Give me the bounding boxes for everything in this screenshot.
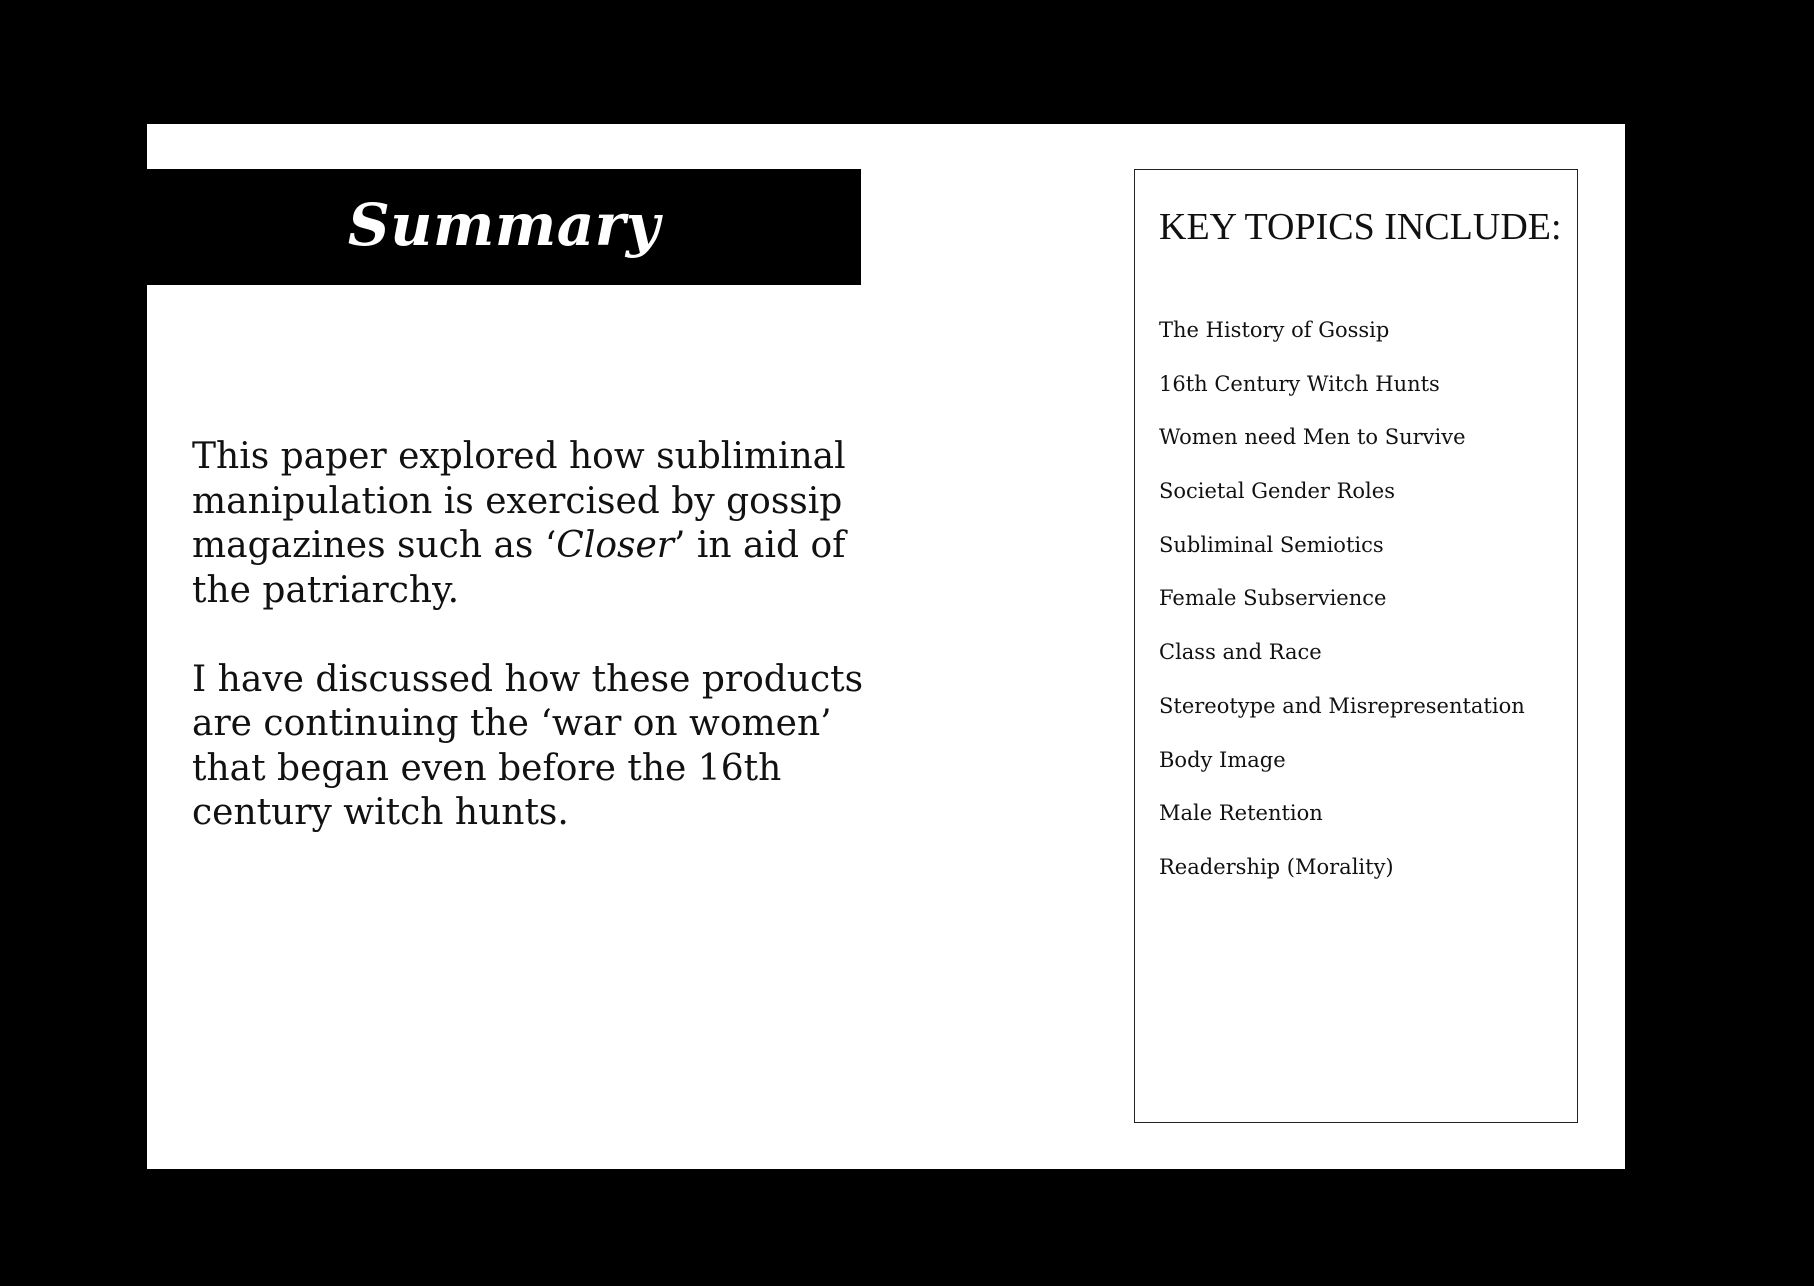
summary-paragraph-1-end: ’ in aid of the patriarchy.: [192, 525, 846, 611]
key-topics-heading: KEY TOPICS INCLUDE:: [1159, 206, 1562, 248]
topic-item: Societal Gender Roles: [1159, 479, 1395, 504]
topic-item: Body Image: [1159, 747, 1286, 772]
topic-item: The History of Gossip: [1159, 318, 1390, 342]
topic-item: Female Subservience: [1159, 586, 1387, 611]
page-title: Summary: [347, 191, 661, 259]
title-banner: [147, 169, 861, 285]
magazine-title: Closer: [556, 525, 675, 566]
key-topics-panel: [1134, 169, 1578, 1123]
topic-item: Subliminal Semiotics: [1159, 532, 1384, 557]
topic-item: Class and Race: [1159, 640, 1322, 665]
topic-item: Women need Men to Survive: [1159, 425, 1466, 450]
summary-paragraph-1: [192, 435, 872, 613]
summary-body: [192, 435, 872, 880]
summary-paragraph-1-start: This paper explored how subliminal manipulation is exercised by gossip magazines such as ‘: [192, 436, 846, 566]
key-topics-list: [1159, 320, 1525, 911]
topic-item: 16th Century Witch Hunts: [1159, 371, 1440, 396]
summary-slide: [147, 124, 1625, 1169]
summary-paragraph-2: I have discussed how these products are continuing the ‘war on women’ that began even before the 16th century witch hunts.: [192, 658, 864, 833]
topic-item: Readership (Morality): [1159, 854, 1394, 879]
topic-item: Stereotype and Misrepresentation: [1159, 693, 1525, 718]
topic-item: Male Retention: [1159, 801, 1323, 826]
